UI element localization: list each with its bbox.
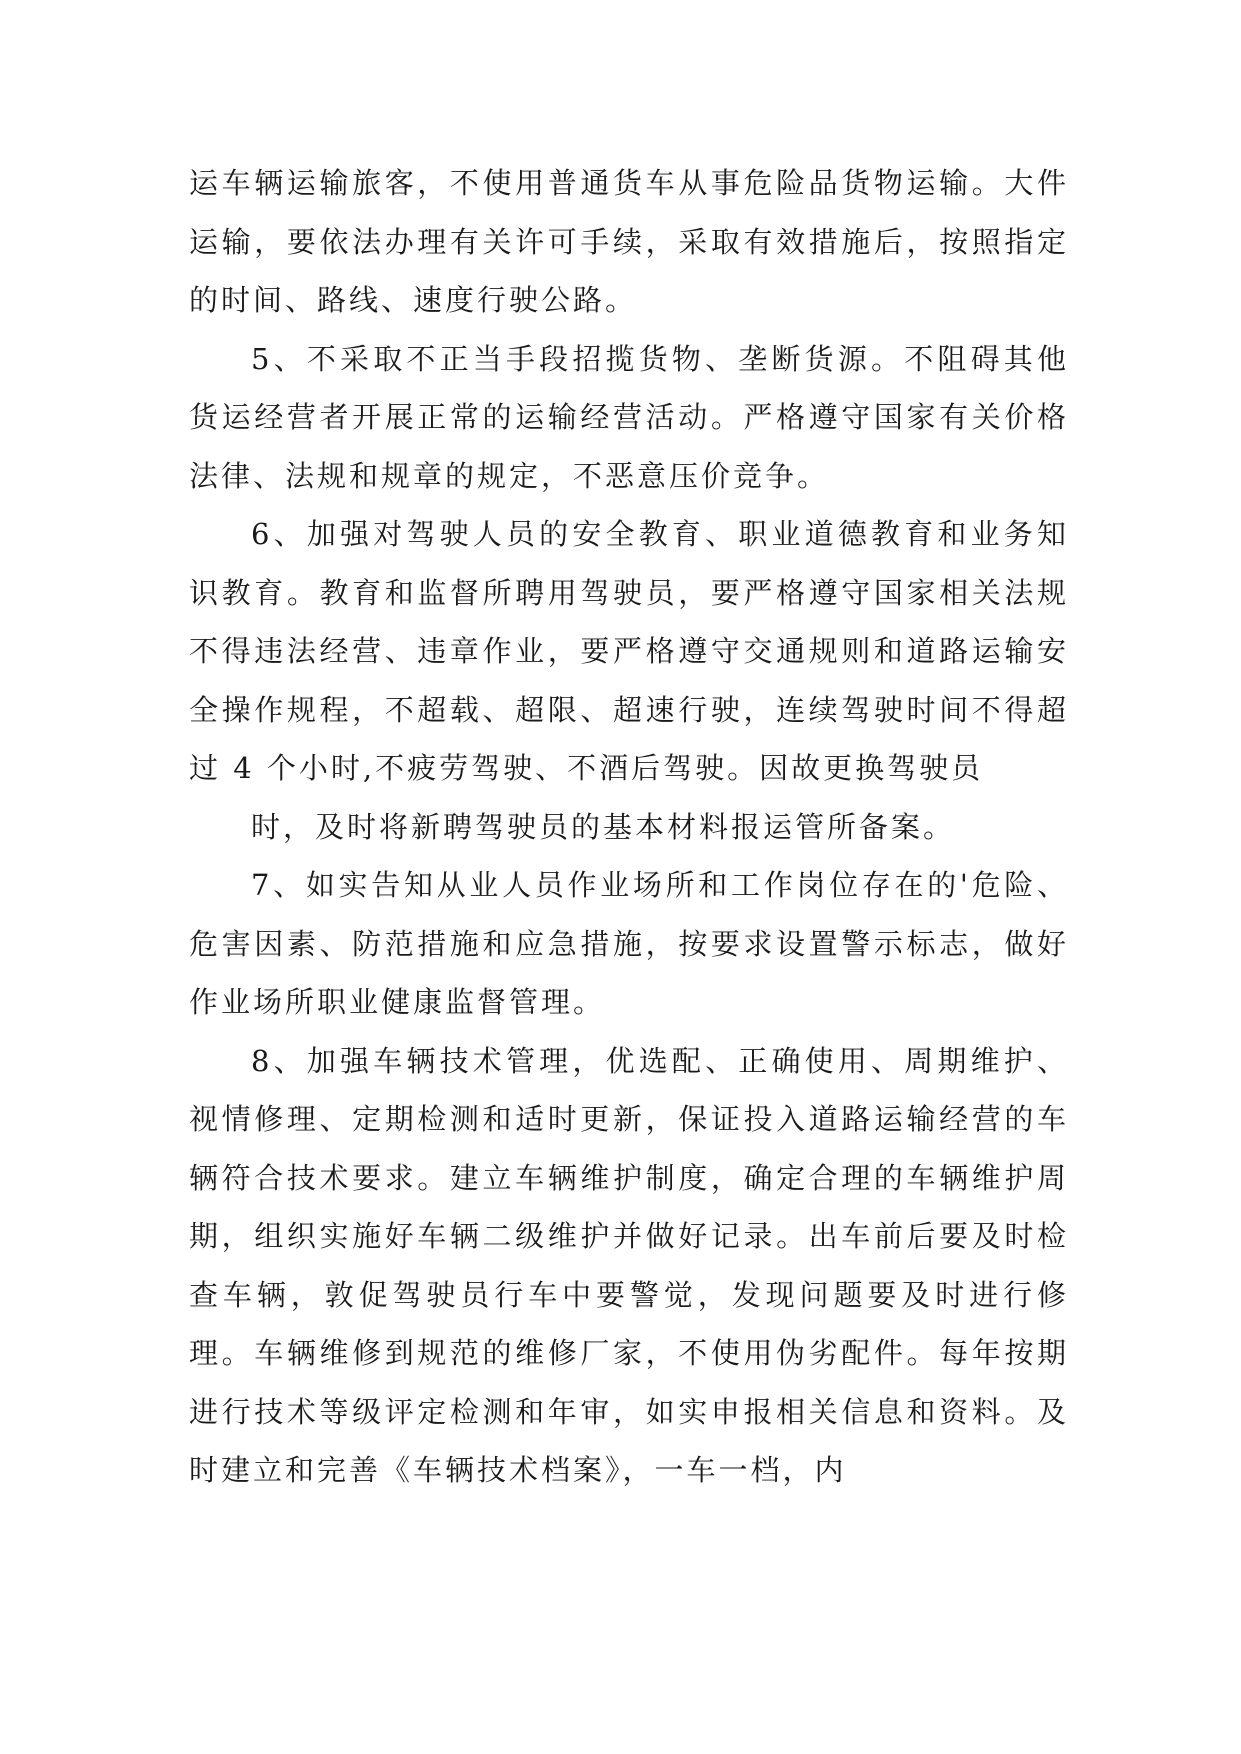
paragraph-item-7: 7、如实告知从业人员作业场所和工作岗位存在的'危险、危害因素、防范措施和应急措施，按要求设置警示标志，做好作业场所职业健康监督管理。 (189, 868, 1069, 1019)
paragraph-item-6: 6、加强对驾驶人员的安全教育、职业道德教育和业务知识教育。教育和监督所聘用驾驶员，要严格遵守国家相关法规不得违法经营、违章作业，要严格遵守交通规则和道路运输安全操作规程，不超载、超限、超速行驶，连续驾驶时间不得超过 4 个小时,不疲劳驾驶、不酒后驾驶。因故更换驾驶员 (189, 517, 1069, 785)
document-body (189, 154, 1069, 1500)
paragraph-continued: 运车辆运输旅客，不使用普通货车从事危险品货物运输。大件运输，要依法办理有关许可手续，采取有效措施后，按照指定的时间、路线、速度行驶公路。 (189, 166, 1069, 317)
paragraph-item-5: 5、不采取不正当手段招揽货物、垄断货源。不阻碍其他货运经营者开展正常的运输经营活动。严格遵守国家有关价格法律、法规和规章的规定，不恶意压价竞争。 (189, 341, 1069, 493)
paragraph-item-8: 8、加强车辆技术管理，优选配、正确使用、周期维护、视情修理、定期检测和适时更新，保证投入道路运输经营的车辆符合技术要求。建立车辆维护制度，确定合理的车辆维护周期，组织实施好车辆二级维护并做好记录。出车前后要及时检查车辆，敦促驾驶员行车中要警觉，发现问题要及时进行修理。车辆维修到规范的维修厂家，不使用伪劣配件。每年按期进行技术等级评定检测和年审，如实申报相关信息和资料。及时建立和完善《车辆技术档案》，一车一档，内 (189, 1043, 1069, 1487)
paragraph-item-6-continued: 时，及时将新聘驾驶员的基本材料报运管所备案。 (251, 809, 956, 844)
